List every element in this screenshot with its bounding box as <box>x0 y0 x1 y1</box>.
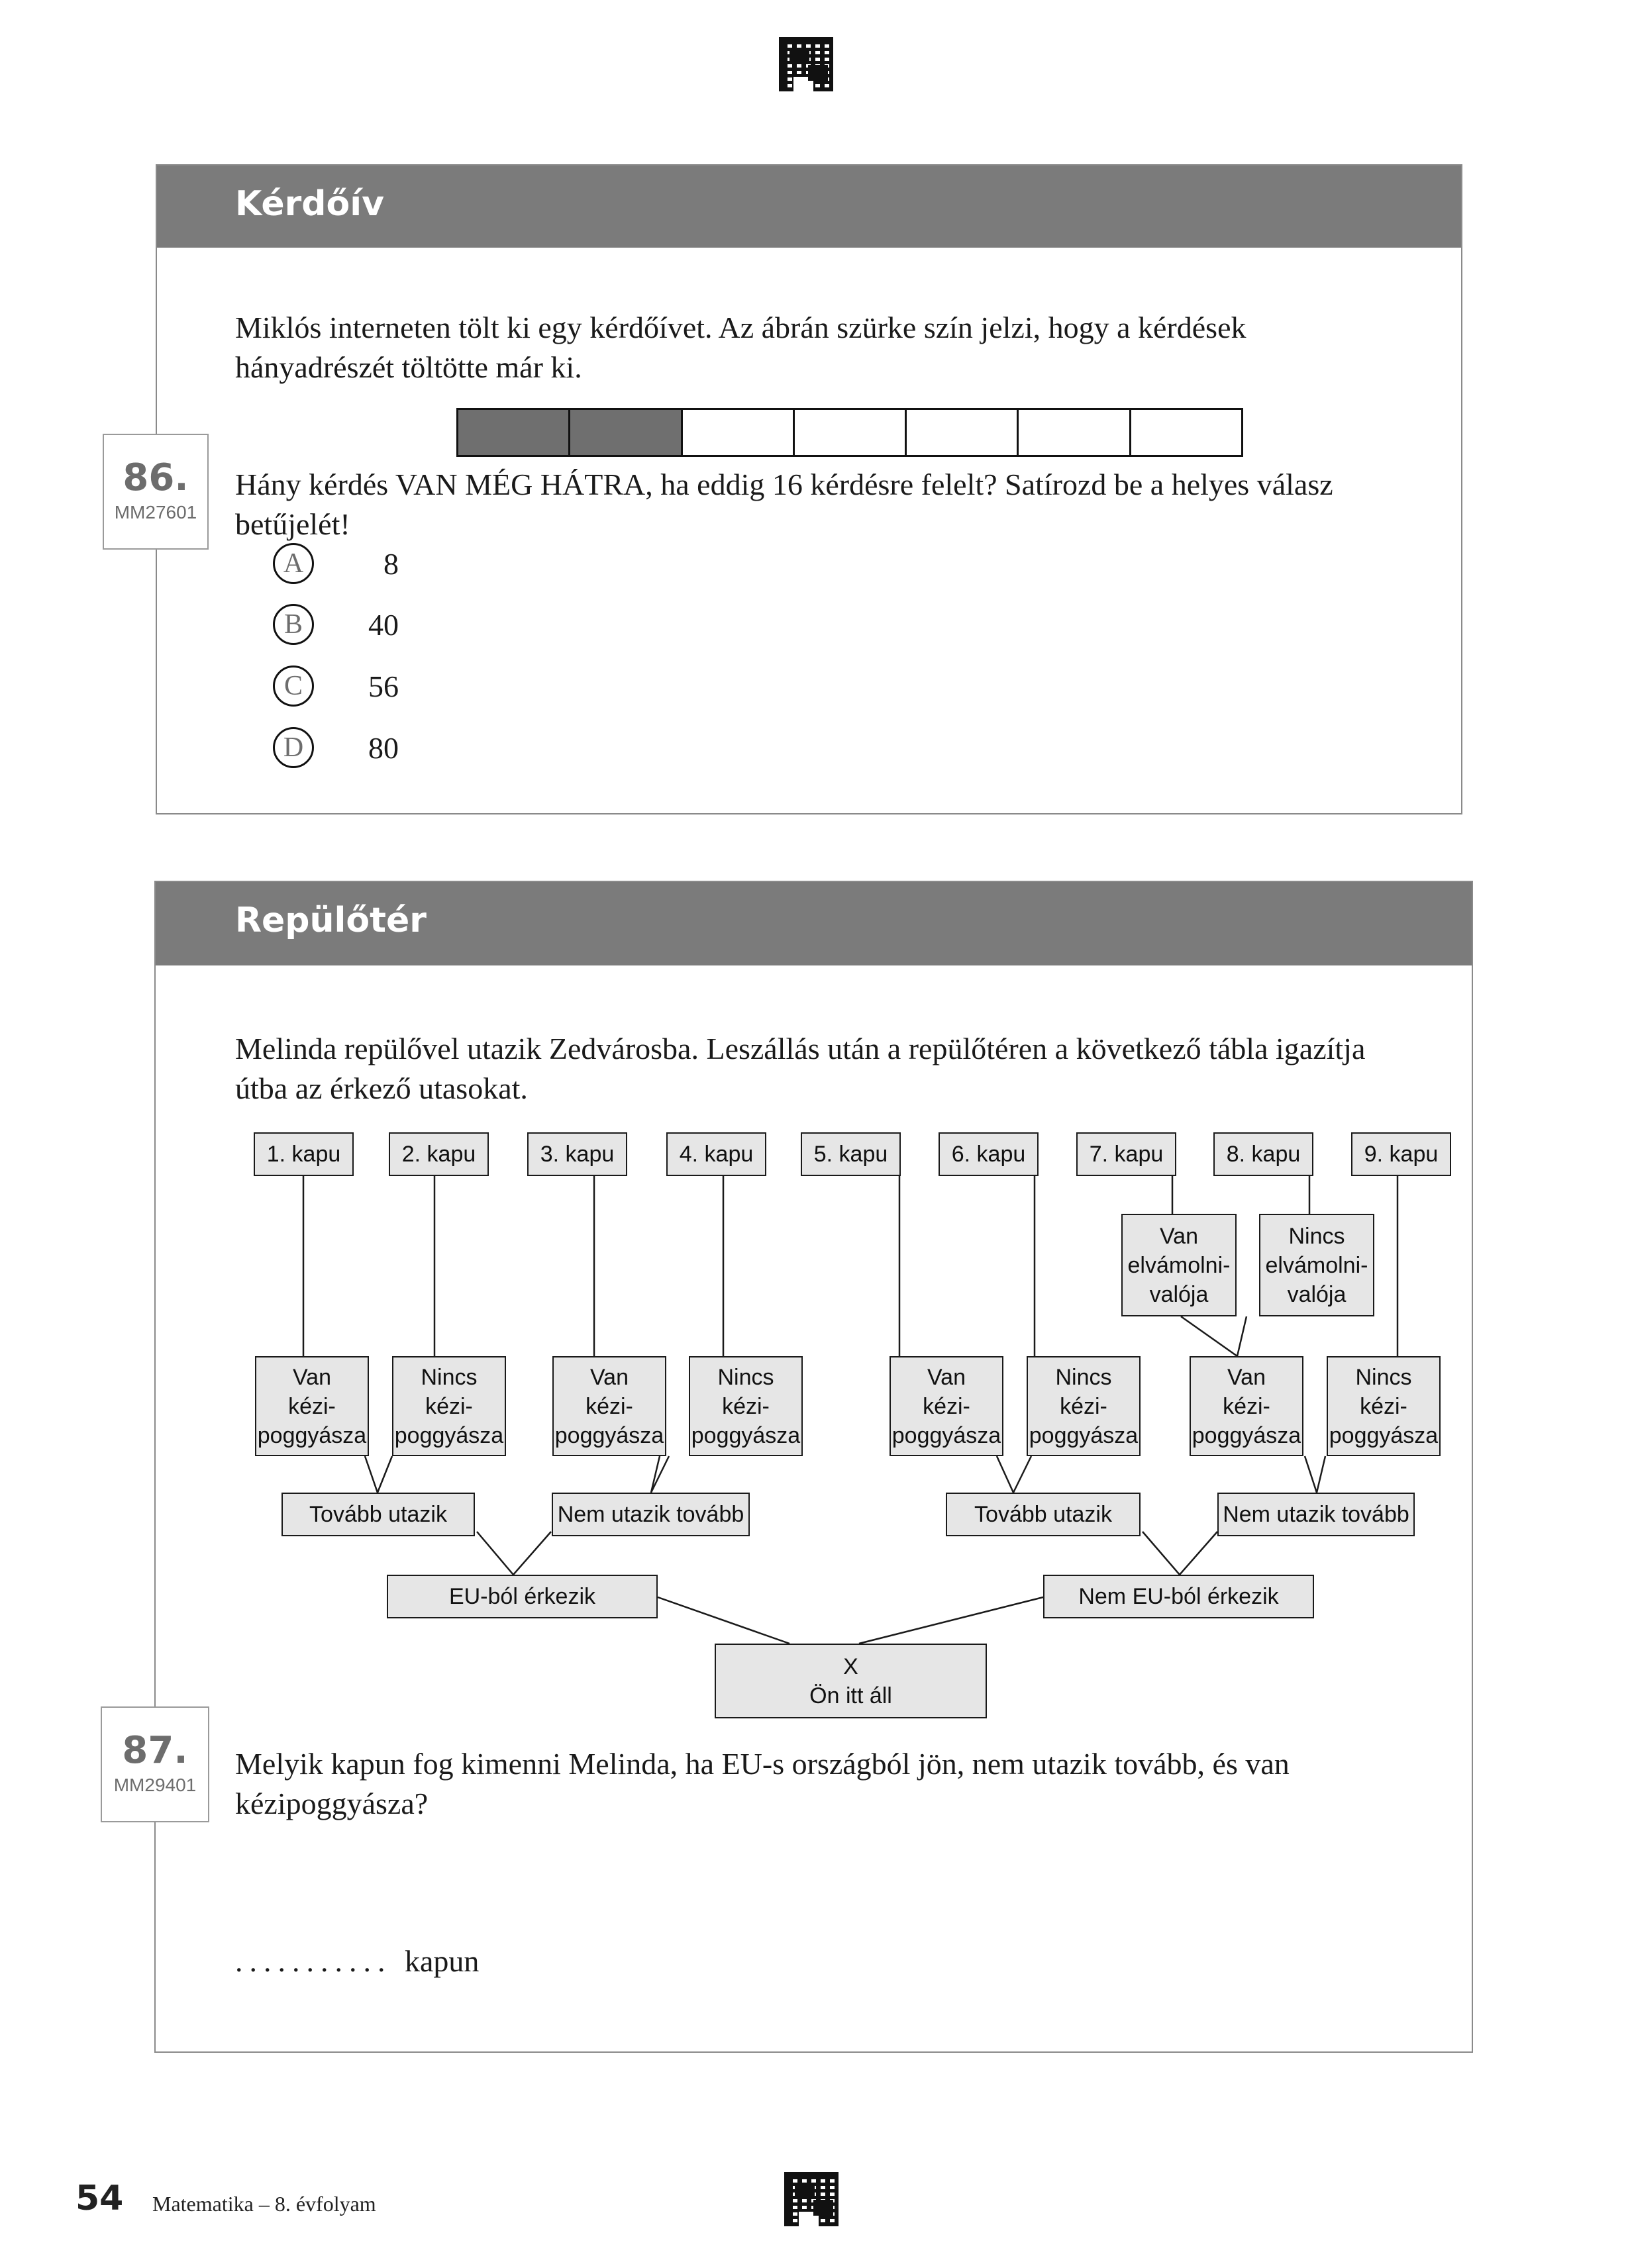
intro-text: Melinda repülővel utazik Zedvárosba. Leszállás után a repülőtéren a következő tábla igazítja útba az érkező utasokat. <box>235 1032 1366 1105</box>
customs-box: Nincs elvámolni- valója <box>1259 1214 1374 1316</box>
answer-suffix: kapun <box>405 1944 480 1978</box>
section-title: Repülőtér <box>235 901 427 940</box>
option-value: 40 <box>368 608 399 642</box>
gate-box: 6. kapu <box>939 1132 1039 1176</box>
option-value: 80 <box>368 731 399 765</box>
transfer-box: Tovább utazik <box>281 1493 475 1536</box>
luggage-box: Nincs kézi- poggyásza <box>392 1356 506 1456</box>
luggage-box: Nincs kézi- poggyásza <box>1327 1356 1441 1456</box>
luggage-box: Nincs kézi- poggyásza <box>689 1356 803 1456</box>
option-value: 56 <box>368 669 399 703</box>
gate-box: 5. kapu <box>801 1132 901 1176</box>
gate-box: 4. kapu <box>666 1132 766 1176</box>
question-text: Hány kérdés VAN MÉG HÁTRA, ha eddig 16 kérdésre felelt? Satírozd be a helyes válasz betűjelét! <box>235 468 1333 541</box>
option-letter[interactable]: C <box>273 666 314 707</box>
section-title: Kérdőív <box>235 184 384 224</box>
answer-blank[interactable]: ........... <box>235 1944 392 1978</box>
luggage-box: Van kézi- poggyásza <box>552 1356 666 1456</box>
luggage-box: Van kézi- poggyásza <box>890 1356 1003 1456</box>
start-box: X Ön itt áll <box>715 1644 987 1718</box>
luggage-box: Van kézi- poggyásza <box>255 1356 369 1456</box>
gate-box: 8. kapu <box>1213 1132 1313 1176</box>
gate-box: 7. kapu <box>1076 1132 1176 1176</box>
question-number-87: 87. MM29401 <box>101 1706 209 1822</box>
question-text: Melyik kapun fog kimenni Melinda, ha EU-s országból jön, nem utazik tovább, és van kézipoggyásza? <box>235 1747 1290 1820</box>
origin-box: EU-ból érkezik <box>387 1575 658 1618</box>
bottom-qr-code <box>784 2172 839 2226</box>
gate-box: 1. kapu <box>254 1132 354 1176</box>
option-value: 8 <box>383 547 399 581</box>
footer-subject: Matematika – 8. évfolyam <box>152 2192 376 2216</box>
luggage-box: Nincs kézi- poggyásza <box>1027 1356 1141 1456</box>
customs-box: Van elvámolni- valója <box>1121 1214 1237 1316</box>
intro-text: Miklós interneten tölt ki egy kérdőívet. Az ábrán szürke szín jelzi, hogy a kérdések hányadrészét töltötte már ki. <box>235 311 1246 384</box>
option-letter[interactable]: A <box>273 543 314 584</box>
transfer-box: Nem utazik tovább <box>552 1493 750 1536</box>
transfer-box: Nem utazik tovább <box>1217 1493 1415 1536</box>
option-letter[interactable]: B <box>273 604 314 645</box>
option-letter[interactable]: D <box>273 727 314 768</box>
gate-box: 3. kapu <box>527 1132 627 1176</box>
luggage-box: Van kézi- poggyásza <box>1190 1356 1303 1456</box>
gate-box: 2. kapu <box>389 1132 489 1176</box>
origin-box: Nem EU-ból érkezik <box>1043 1575 1314 1618</box>
gate-box: 9. kapu <box>1351 1132 1451 1176</box>
transfer-box: Tovább utazik <box>946 1493 1141 1536</box>
question-number-86: 86. MM27601 <box>103 434 209 550</box>
page-number: 54 <box>76 2179 124 2218</box>
